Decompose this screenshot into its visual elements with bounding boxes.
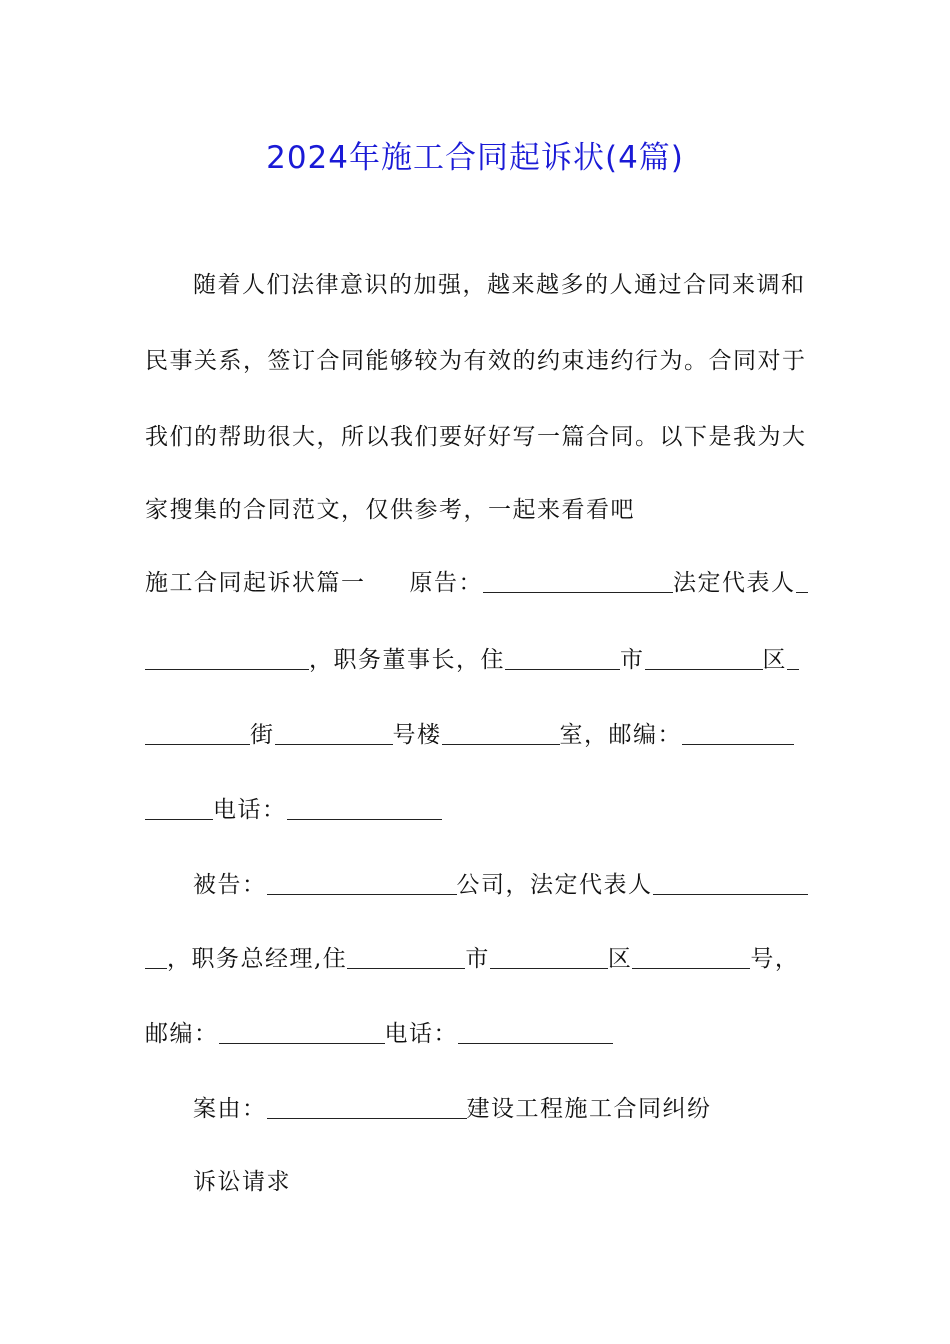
defendant-number-blank bbox=[632, 946, 750, 969]
defendant-company-label: 公司，法定代表人 bbox=[456, 872, 653, 898]
intro-line-1: 随着人们法律意识的加强，越来越多的人通过合同来调和 bbox=[193, 272, 806, 298]
defendant-city-label: 市 bbox=[465, 946, 490, 972]
plaintiff-label: 原告： bbox=[409, 570, 483, 596]
legal-rep-blank bbox=[145, 647, 309, 670]
plaintiff-postcode-blank-end bbox=[145, 797, 213, 820]
plaintiff-district-label: 区 bbox=[762, 647, 787, 673]
plaintiff-line-4 bbox=[145, 795, 442, 825]
plaintiff-phone-label: 电话： bbox=[213, 797, 287, 823]
intro-line-4: 家搜集的合同范文，仅供参考，一起来看看吧 bbox=[145, 497, 635, 523]
case-value: 建设工程施工合同纠纷 bbox=[466, 1096, 712, 1122]
defendant-district-blank bbox=[490, 946, 608, 969]
defendant-phone-blank bbox=[458, 1021, 613, 1044]
plaintiff-line-3 bbox=[145, 720, 794, 750]
intro-line-3: 我们的帮助很大，所以我们要好好写一篇合同。以下是我为大 bbox=[145, 424, 807, 450]
plaintiff-room-blank bbox=[442, 722, 560, 745]
plaintiff-building-label: 号楼 bbox=[392, 722, 442, 748]
case-line bbox=[193, 1094, 712, 1124]
plaintiff-street-blank bbox=[145, 722, 250, 745]
defendant-phone-label: 电话： bbox=[384, 1021, 458, 1047]
defendant-line-2 bbox=[145, 944, 799, 974]
plaintiff-legal-rep-label: 法定代表人 bbox=[673, 570, 796, 596]
plaintiff-city-label: 市 bbox=[620, 647, 645, 673]
plaintiff-building-blank bbox=[275, 722, 393, 745]
defendant-legal-rep-blank bbox=[653, 872, 808, 895]
defendant-postcode-label: 邮编： bbox=[145, 1021, 219, 1047]
defendant-postcode-blank bbox=[219, 1021, 385, 1044]
plaintiff-room-label: 室，邮编： bbox=[559, 722, 682, 748]
plaintiff-line-1 bbox=[145, 568, 808, 598]
plaintiff-city-blank bbox=[505, 647, 620, 670]
defendant-number-label: 号， bbox=[750, 946, 800, 972]
plaintiff-postcode-blank bbox=[682, 722, 794, 745]
defendant-district-label: 区 bbox=[607, 946, 633, 972]
case-label: 案由： bbox=[193, 1096, 267, 1122]
plaintiff-line-2 bbox=[145, 645, 799, 675]
document-title: 2024年施工合同起诉状(4篇) bbox=[266, 140, 684, 176]
plaintiff-district-blank bbox=[645, 647, 763, 670]
defendant-position-label: ，职务总经理,住 bbox=[167, 946, 348, 972]
plaintiff-name-blank bbox=[483, 570, 673, 593]
defendant-name-blank bbox=[267, 872, 457, 895]
claims-heading: 诉讼请求 bbox=[193, 1169, 291, 1195]
case-blank bbox=[267, 1096, 467, 1119]
plaintiff-street-label: 街 bbox=[250, 722, 275, 748]
defendant-line-3 bbox=[145, 1019, 613, 1049]
intro-line-2: 民事关系，签订合同能够较为有效的约束违约行为。合同对于 bbox=[145, 348, 807, 374]
defendant-city-blank bbox=[347, 946, 465, 969]
legal-rep-blank-start bbox=[796, 570, 808, 593]
defendant-label: 被告： bbox=[193, 872, 267, 898]
plaintiff-street-blank-start bbox=[787, 647, 799, 670]
section-heading-1: 施工合同起诉状篇一 bbox=[145, 570, 366, 596]
plaintiff-phone-blank bbox=[287, 797, 442, 820]
defendant-legal-rep-blank-end bbox=[145, 946, 167, 969]
defendant-line-1 bbox=[193, 870, 808, 900]
plaintiff-position-label: ，职务董事长，住 bbox=[309, 647, 505, 673]
